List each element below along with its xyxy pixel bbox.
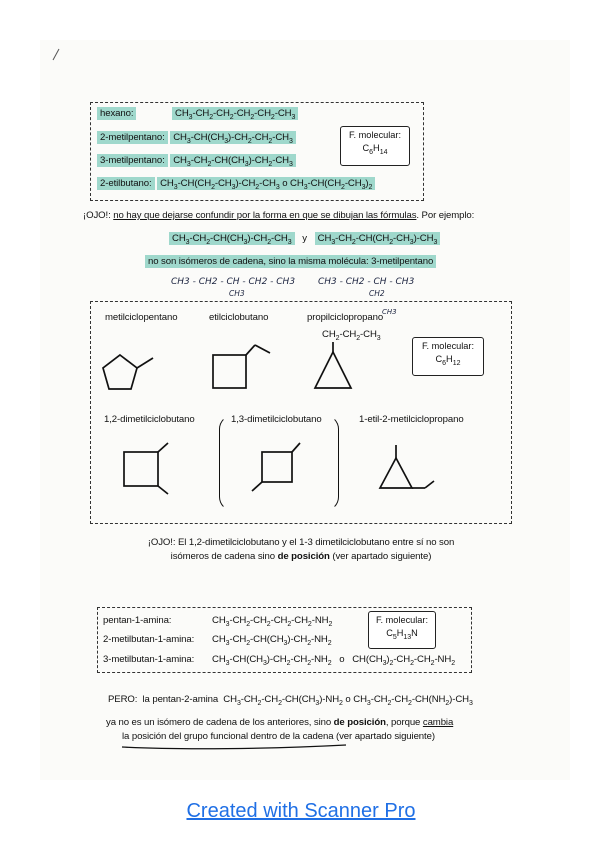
hand-right-sub2: CH3 [382, 308, 397, 316]
ethylcyclobutane-structure [200, 335, 280, 400]
ojo-underlined: no hay que dejarse confundir por la forma en que se dibujan las fórmulas [113, 210, 417, 221]
molecular-formula: $C_6H_{14}$ [362, 143, 388, 157]
connector: y [302, 233, 307, 244]
formula-text: $CH_3-CH_2-CH(CH_3)-CH_2-CH_3$ [170, 154, 296, 167]
line2-bold: de posición [277, 551, 330, 562]
row-2-metilpentano [97, 132, 296, 145]
line2-mid: , porque [385, 717, 423, 728]
line2-start: ya no es un isómero de cadena de los anteriores, sino [106, 717, 334, 728]
pero-label: PERO: [108, 694, 138, 705]
name-metilciclopentano: metilciclopentano [105, 312, 178, 323]
line2-end: cambia [422, 717, 454, 728]
hand-right-main: CH3 - CH2 - CH - CH3 [318, 277, 415, 287]
name-etilciclobutano: etilciclobutano [209, 312, 269, 323]
pero-text: la pentan-2-amina [142, 694, 219, 705]
name-label: 2-metilpentano: [97, 131, 168, 144]
molecular-formula: $C_6H_{12}$ [435, 354, 461, 368]
name-propilciclopropano: propilciclopropano [307, 312, 384, 323]
molecular-formula-box-2 [412, 337, 484, 376]
line2-end: (ver apartado siguiente) [329, 551, 432, 562]
formula-3-metilbutan-1-amina: $CH_3-CH(CH_3)-CH_2-CH_2-NH_2$ o $CH(CH_3)_2-CH_2-CH_2-NH_2$ [212, 654, 456, 667]
name-label: 3-metilbutan-1-amina: [103, 654, 195, 665]
formula-2-metilbutan-1-amina: $CH_3-CH_2-CH(CH_3)-CH_2-NH_2$ [212, 634, 332, 647]
row-pentan-1-amina [103, 615, 171, 626]
formula-text: $CH_3-CH_2-CH_2-CH_2-CH_2-CH_3$ [172, 107, 298, 120]
molecular-formula-box [340, 126, 410, 166]
formula-pentan-1-amina: $CH_3-CH_2-CH_2-CH_2-CH_2-NH_2$ [212, 615, 333, 628]
handwritten-formula-left [171, 277, 295, 287]
name-1-etil-2-metilciclopropano: 1-etil-2-metilciclopropano [359, 414, 464, 425]
name-label: 2-etilbutano: [97, 177, 155, 190]
molecular-label: F. molecular: [348, 130, 402, 140]
connector: o [345, 694, 351, 705]
pen-mark [50, 48, 62, 62]
molecular-label: F. molecular: [421, 341, 475, 351]
name-label: 2-metilbutan-1-amina: [103, 634, 195, 645]
pero-line1 [108, 694, 473, 707]
handwritten-formula-right [318, 277, 414, 287]
scanner-pro-link[interactable]: Created with Scanner Pro [186, 800, 416, 822]
line2-start: isómeros de cadena sino [170, 551, 278, 562]
name-12-dimetilciclobutano: 1,2-dimetilciclobutano [104, 414, 195, 425]
ojo-suffix: . Por ejemplo: [416, 210, 475, 221]
ojo-warning-1 [83, 210, 474, 221]
methylcyclopentane-structure [95, 340, 205, 410]
conclusion-text: no son isómeros de cadena, sino la misma molécula: 3-metilpentano [145, 255, 436, 268]
row-2-metilbutan-1-amina [103, 634, 194, 645]
formula-hexano [172, 108, 298, 121]
name-label: pentan-1-amina: [103, 615, 172, 626]
12-dimethylcyclobutane-structure [110, 440, 190, 500]
molecular-formula: $C_5H_{13}N$ [386, 628, 418, 642]
same-molecule-conclusion [145, 256, 436, 267]
same-molecule-formulas [169, 233, 440, 246]
row-2-etilbutano [97, 178, 375, 191]
molecular-label: F. molecular: [375, 615, 429, 625]
1-ethyl-2-methylcyclopropane-structure [370, 440, 450, 500]
13-dimethylcyclobutane-structure [244, 440, 324, 500]
row-hexano [97, 108, 136, 119]
pero-line3: la posición del grupo funcional dentro de la cadena (ver apartado siguiente) [122, 731, 435, 742]
row-3-metilbutan-1-amina [103, 654, 194, 665]
molecular-formula-box-3 [368, 611, 436, 649]
hand-left-main: CH3 - CH2 - CH - CH2 - CH3 [171, 277, 296, 287]
hand-right-sub: CH2 [369, 289, 385, 298]
ojo-prefix: ¡OJO!: [83, 210, 111, 221]
ojo-warning-2-line1: ¡OJO!: El 1,2-dimetilciclobutano y el 1-3 dimetilciclobutano entre sí no son [147, 537, 455, 548]
hand-left-sub: CH3 [229, 289, 245, 298]
pero-formula-a: $CH_3-CH_2-CH_2-CH(CH_3)-NH_2$ [223, 694, 343, 707]
line2-bold: de posición [333, 717, 386, 728]
name-13-dimetilciclobutano: 1,3-dimetilciclobutano [231, 414, 322, 425]
handwritten-underline [120, 743, 350, 751]
pero-formula-b: $CH_3-CH_2-CH_2-CH(NH_2)-CH_3$ [353, 694, 473, 707]
ojo-warning-2-line2 [0, 551, 602, 562]
connector: o [282, 178, 288, 189]
formula-a: $CH_3-CH_2-CH(CH_3)-CH_2-CH_3$ [169, 232, 295, 245]
propylcyclopropane-structure [303, 340, 383, 405]
pero-line2 [106, 717, 453, 728]
connector: o [339, 654, 345, 665]
name-label: 3-metilpentano: [97, 154, 168, 167]
propyl-chain: $CH_2-CH_2-CH_3$ [322, 329, 381, 342]
formula-text: $CH_3-CH(CH_2-CH_3)-CH_2-CH_3$ o $CH_3-CH(CH_2-CH_3)_2$ [157, 177, 375, 190]
formula-text: $CH_3-CH(CH_3)-CH_2-CH_2-CH_3$ [170, 131, 296, 144]
formula-b: $CH_3-CH_2-CH(CH_2-CH_3)-CH_3$ [315, 232, 441, 245]
row-3-metilpentano [97, 155, 296, 168]
name-label: hexano: [97, 107, 136, 120]
